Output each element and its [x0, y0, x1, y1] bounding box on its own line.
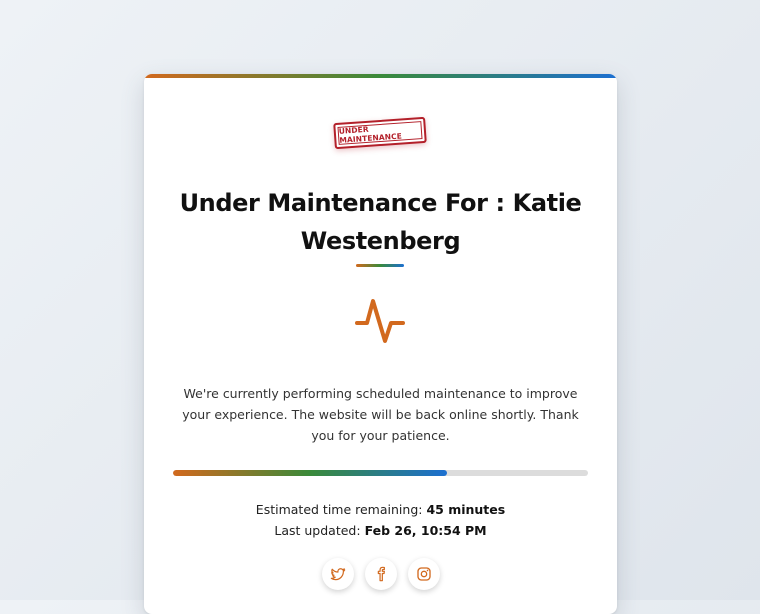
instagram-link[interactable]: [408, 558, 440, 590]
stamp-label: UNDER MAINTENANCE: [337, 121, 422, 145]
facebook-icon: [373, 566, 389, 582]
updated-line: [174, 520, 587, 541]
eta-line: [174, 499, 587, 520]
maintenance-card: [144, 74, 617, 614]
maintenance-stamp: [333, 117, 427, 149]
instagram-icon: [416, 566, 432, 582]
status-info: [174, 499, 587, 541]
card-accent-bar: [144, 74, 617, 78]
updated-label: Last updated:: [274, 523, 361, 538]
twitter-link[interactable]: [322, 558, 354, 590]
title-underline: [356, 264, 404, 267]
progress-bar: [173, 470, 588, 476]
updated-value: Feb 26, 10:54 PM: [364, 523, 487, 538]
eta-value: 45 minutes: [426, 502, 506, 517]
twitter-icon: [330, 566, 346, 582]
maintenance-message: We're currently performing scheduled maintenance to improve your experience. The website will be back online shortly. Thank you for your patience.: [182, 386, 579, 443]
eta-label: Estimated time remaining:: [255, 502, 423, 517]
facebook-link[interactable]: [365, 558, 397, 590]
progress-fill: [173, 470, 447, 476]
page-title: Under Maintenance For : Katie Westenberg: [179, 189, 582, 255]
social-links: [322, 558, 440, 590]
pulse-icon: [355, 297, 405, 345]
